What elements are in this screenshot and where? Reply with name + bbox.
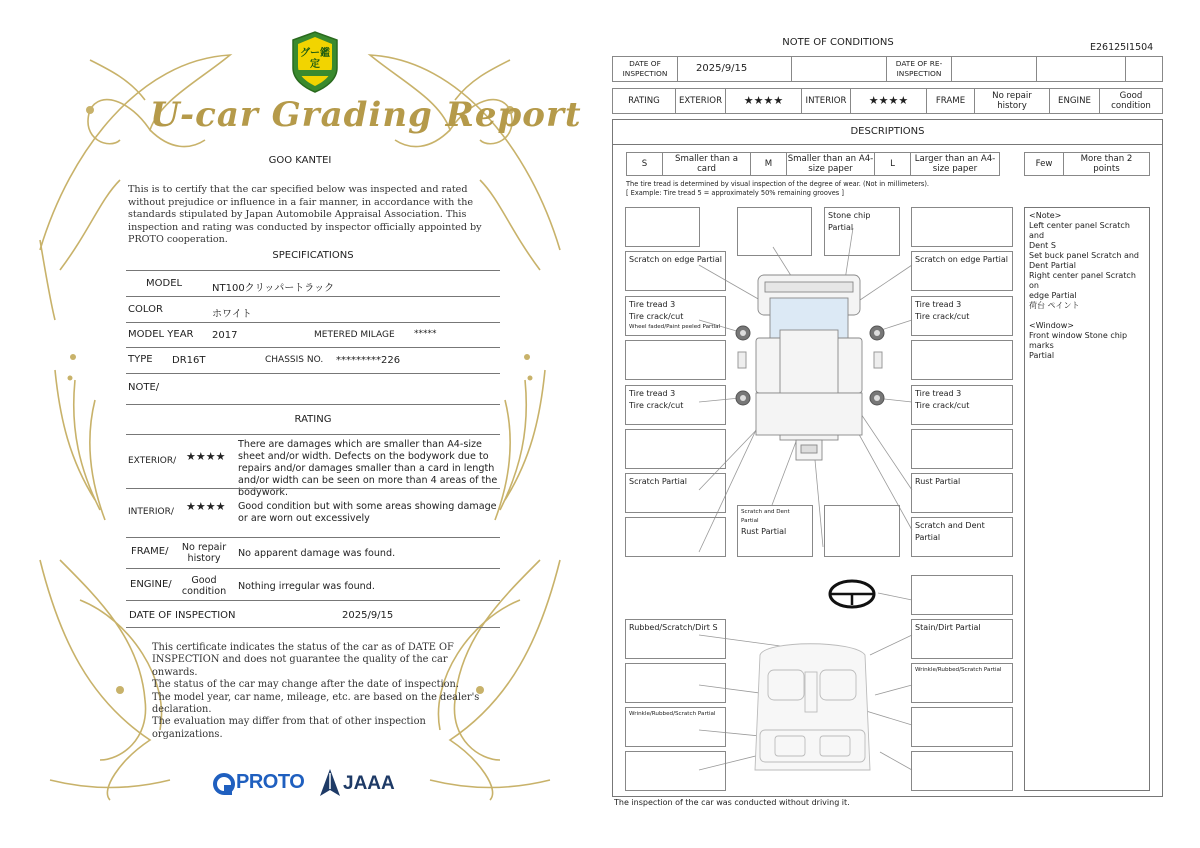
- color-label: COLOR: [128, 304, 163, 315]
- type-value: DR16T: [172, 355, 206, 366]
- exterior-label: EXTERIOR/: [128, 456, 177, 466]
- note-line: Left center panel Scratch and: [1029, 221, 1130, 240]
- footer-line: declaration.: [152, 704, 212, 716]
- exterior-stars: ★★★★: [186, 450, 226, 463]
- frame-value: No repair history: [181, 542, 227, 564]
- divider: [126, 270, 500, 271]
- mileage-value: *****: [414, 329, 437, 339]
- tire-crack-label: Tire crack/cut: [915, 312, 970, 321]
- divider: [126, 627, 500, 628]
- annotation-box: [625, 340, 726, 380]
- footer-line: The model year, car name, mileage, etc. are based on the dealer's: [152, 691, 480, 703]
- annotation-box: [625, 296, 726, 336]
- stain-dirt-label: Stain/Dirt Partial: [915, 623, 981, 632]
- rating-label: RATING: [612, 88, 676, 114]
- divider: [126, 404, 500, 405]
- annotation-box: [625, 207, 700, 247]
- engine-description: Nothing irregular was found.: [238, 581, 375, 592]
- chassis-value: *********226: [336, 355, 401, 366]
- annotation-box: [911, 707, 1013, 747]
- annotation-box: [625, 251, 726, 291]
- note-line: edge Partial: [1029, 291, 1077, 300]
- footer-line: The evaluation may differ from that of other inspection organizations.: [152, 716, 426, 740]
- wrinkle-label: Wrinkle/Rubbed/Scratch Partial: [629, 711, 716, 717]
- frame-value: No repair history: [974, 88, 1050, 114]
- rust-partial-label: Rust Partial: [915, 477, 961, 486]
- model-label: MODEL: [146, 278, 183, 289]
- legend-text: Larger than an A4-size paper: [910, 152, 1000, 176]
- tire-crack-label: Tire crack/cut: [629, 312, 684, 321]
- annotation-box: [625, 429, 726, 469]
- note-line: Right center panel Scratch on: [1029, 271, 1136, 290]
- annotation-box: [911, 340, 1013, 380]
- exterior-description: There are damages which are smaller than A4-size sheet and/or width. Defects on the bodywork due to repairs and/or damages smaller than a card in length and/or width can be seen on more than 4 areas of the bodywork.: [238, 439, 498, 498]
- tire-tread-note: The tire tread is determined by visual inspection of the degree of wear. (Not in millimeters).: [626, 180, 930, 188]
- annotation-box: [625, 751, 726, 791]
- annotation-box: [737, 207, 812, 256]
- scratch-edge-label: Scratch on edge Partial: [629, 255, 723, 264]
- report-title: U-car Grading Report: [150, 95, 582, 135]
- specifications-heading: SPECIFICATIONS: [272, 250, 354, 261]
- divider: [126, 568, 500, 569]
- scratch-edge-label: Scratch on edge Partial: [915, 255, 1009, 264]
- annotation-box: [911, 751, 1013, 791]
- wrinkle-label: Wrinkle/Rubbed/Scratch Partial: [915, 667, 1002, 673]
- notes-panel: [1024, 207, 1150, 791]
- engine-value: Good condition: [1099, 88, 1163, 114]
- proto-logo: PROTO: [236, 771, 305, 793]
- certification-statement: This is to certify that the car specified below was inspected and rated without prejudice or influence in a fair manner, in accordance with the standards stipulated by Japan Automobile Appraisal Association. This inspection and rating was conducted by inspector officially appointed by PROTO cooperation.: [128, 184, 482, 246]
- date-of-inspection-value: 2025/9/15: [677, 56, 792, 82]
- type-label: TYPE: [128, 354, 153, 365]
- inspection-footer: The inspection of the car was conducted without driving it.: [614, 798, 850, 807]
- frame-label: FRAME: [926, 88, 975, 114]
- annotation-box: [911, 663, 1013, 703]
- frame-label: FRAME/: [131, 546, 169, 557]
- annotation-box: [625, 663, 726, 703]
- rubbed-scratch-label: Rubbed/Scratch/Dirt S: [629, 623, 718, 632]
- jaaa-logo-icon: [319, 768, 341, 798]
- annotation-box: [625, 385, 726, 425]
- interior-stars: ★★★★: [850, 88, 927, 114]
- annotation-box: [911, 296, 1013, 336]
- divider: [126, 434, 500, 435]
- divider: [126, 537, 500, 538]
- model-year-label: MODEL YEAR: [128, 329, 194, 340]
- note-line: Dent S: [1029, 241, 1056, 250]
- scratch-dent-label: Scratch and Dent Partial: [741, 509, 790, 524]
- engine-label: ENGINE: [1049, 88, 1100, 114]
- tire-tread-label: Tire tread 3: [629, 389, 676, 398]
- tire-tread-label: Tire tread 3: [915, 389, 962, 398]
- note-line: <Note>: [1029, 211, 1062, 220]
- model-value: NT100クリッパートラック: [212, 283, 335, 294]
- date-of-inspection-label: DATE OF INSPECTION: [612, 56, 678, 82]
- interior-label: INTERIOR: [801, 88, 851, 114]
- tire-crack-label: Tire crack/cut: [915, 401, 970, 410]
- annotation-box: [625, 473, 726, 513]
- annotation-box: [911, 473, 1013, 513]
- chassis-label: CHASSIS NO.: [265, 355, 324, 365]
- annotation-box: [911, 207, 1013, 247]
- stone-chip-label: Stone chip Partial: [828, 211, 871, 232]
- legend-key: S: [626, 152, 663, 176]
- annotation-box: [911, 619, 1013, 659]
- date-of-inspection-label: DATE OF INSPECTION: [129, 610, 236, 621]
- date-of-inspection-value: 2025/9/15: [342, 610, 394, 621]
- jaaa-logo: JAAA: [343, 773, 395, 794]
- divider: [126, 600, 500, 601]
- annotation-box: [911, 575, 1013, 615]
- report-subtitle: GOO KANTEI: [268, 155, 332, 166]
- legend-text: Smaller than a card: [662, 152, 751, 176]
- legend-key: Few: [1024, 152, 1064, 176]
- rust-partial-label: Rust Partial: [741, 527, 787, 536]
- descriptions-heading: DESCRIPTIONS: [612, 119, 1163, 145]
- annotation-box: [911, 429, 1013, 469]
- exterior-label: EXTERIOR: [675, 88, 726, 114]
- note-of-conditions-sheet: [600, 0, 1200, 848]
- annotation-box: [737, 505, 813, 557]
- note-label: NOTE/: [128, 382, 160, 393]
- annotation-box: [824, 207, 900, 256]
- date-of-reinspection-label: DATE OF RE-INSPECTION: [886, 56, 952, 82]
- annotation-box: [625, 619, 726, 659]
- footer-line: INSPECTION and does not guarantee the quality of the car onwards.: [152, 654, 448, 678]
- interior-stars: ★★★★: [186, 500, 226, 513]
- certificate-footer: [152, 642, 482, 741]
- scratch-partial-label: Scratch Partial: [629, 477, 687, 486]
- exterior-stars: ★★★★: [725, 88, 802, 114]
- tire-crack-label: Tire crack/cut: [629, 401, 684, 410]
- note-line: Dent Partial: [1029, 261, 1076, 270]
- divider: [126, 373, 500, 374]
- scratch-dent-label: Scratch and Dent Partial: [915, 521, 985, 542]
- divider: [126, 488, 500, 489]
- annotation-box: [625, 707, 726, 747]
- wheel-faded-label: Wheel faded/Paint peeled Partial: [629, 324, 721, 330]
- frame-description: No apparent damage was found.: [238, 548, 396, 559]
- footer-line: The status of the car may change after the date of inspection.: [152, 679, 459, 691]
- tire-tread-label: Tire tread 3: [915, 300, 962, 309]
- note-line: Front window Stone chip marks: [1029, 331, 1128, 350]
- legend-text: Smaller than an A4-size paper: [787, 154, 874, 174]
- conditions-heading: NOTE OF CONDITIONS: [782, 37, 894, 48]
- divider: [126, 296, 500, 297]
- legend-key: M: [750, 152, 787, 176]
- document-id: E26125I1504: [1090, 42, 1154, 53]
- note-line: 荷台 ペイント: [1029, 301, 1080, 310]
- color-value: ホワイト: [212, 309, 252, 320]
- interior-label: INTERIOR/: [128, 507, 174, 517]
- annotation-box: [911, 251, 1013, 291]
- note-line: Set buck panel Scratch and: [1029, 251, 1140, 260]
- footer-line: This certificate indicates the status of the car as of DATE OF: [152, 642, 454, 653]
- model-year-value: 2017: [212, 330, 238, 341]
- note-line: <Window>: [1029, 321, 1074, 330]
- note-line: [1029, 311, 1145, 321]
- annotation-box: [625, 517, 726, 557]
- tire-tread-label: Tire tread 3: [629, 300, 676, 309]
- note-line: Partial: [1029, 351, 1055, 360]
- divider: [126, 322, 500, 323]
- annotation-box: [911, 517, 1013, 557]
- proto-logo-icon: [212, 771, 238, 797]
- rating-heading: RATING: [294, 414, 332, 425]
- interior-description: Good condition but with some areas showing damage or are worn out excessively: [238, 501, 497, 524]
- annotation-box: [911, 385, 1013, 425]
- mileage-label: METERED MILAGE: [314, 330, 395, 340]
- legend-key: L: [874, 152, 911, 176]
- engine-value: Good condition: [181, 575, 227, 597]
- tire-tread-example: [ Example: Tire tread 5 = approximately 50% remaining grooves ]: [626, 189, 844, 197]
- badge-text: グー鑑定: [300, 48, 330, 70]
- engine-label: ENGINE/: [130, 579, 172, 590]
- annotation-box: [824, 505, 900, 557]
- legend-text: More than 2 points: [1063, 152, 1150, 176]
- divider: [126, 347, 500, 348]
